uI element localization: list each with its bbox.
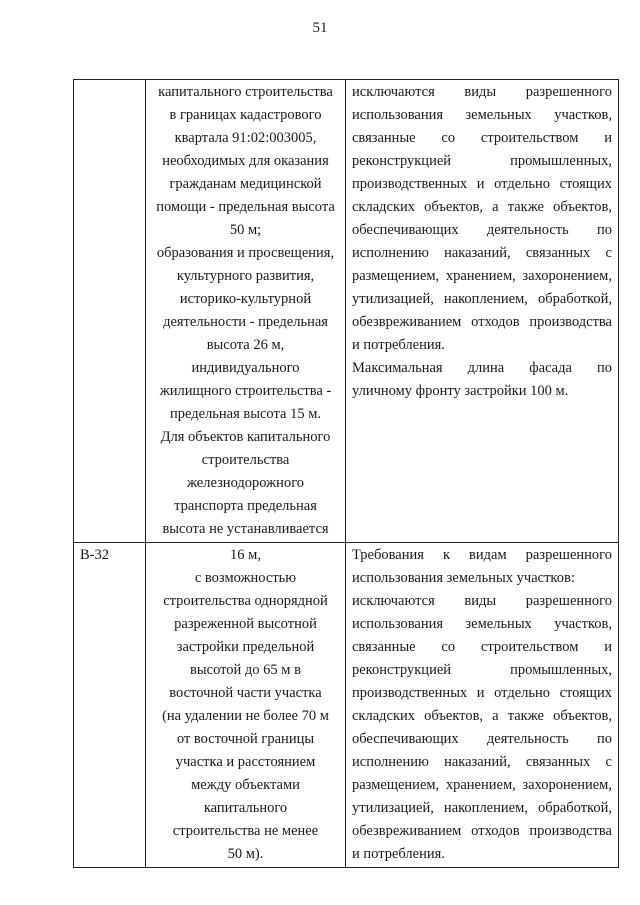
height-limit-line: между объектами <box>191 777 300 793</box>
height-limit-line: (на удалении не более 70 м <box>162 708 329 724</box>
requirements-paragraph <box>352 544 612 590</box>
height-limit-line: 50 м). <box>227 846 264 862</box>
height-limit-line: высота 26 м, <box>206 337 285 353</box>
height-limit-line: гражданам медицинской <box>169 176 322 192</box>
height-limit-line: от восточной границы <box>176 731 315 747</box>
height-limit-cell <box>146 543 346 868</box>
requirements-line: обезвреживанием отходов производства <box>352 823 612 839</box>
requirements-cell <box>346 80 619 543</box>
zone-code-cell <box>74 80 146 543</box>
table-row <box>74 543 619 868</box>
requirements-line: складских объектов, а также объектов, <box>352 199 612 215</box>
requirements-line: использования земельных участков: <box>352 570 575 586</box>
height-limit-line: застройки предельной <box>176 639 315 655</box>
requirements-line: размещением, хранением, захоронением, <box>352 777 612 793</box>
requirements-line: реконструкцией промышленных, <box>352 662 612 678</box>
height-limit-line: строительства однорядной <box>163 593 328 609</box>
requirements-line: уличному фронту застройки 100 м. <box>352 383 569 399</box>
zone-code-cell: В-32 <box>74 543 146 868</box>
height-limit-line: необходимых для оказания <box>162 153 329 169</box>
requirements-line: исключаются виды разрешенного <box>352 84 612 100</box>
height-limit-line: транспорта предельная <box>174 498 317 514</box>
requirements-line: связанные со строительством и <box>352 130 612 146</box>
requirements-line: утилизацией, накоплением, обработкой, <box>352 291 612 307</box>
table-row <box>74 80 619 543</box>
height-limit-line: Для объектов капитального <box>160 429 331 445</box>
requirements-line: использования земельных участков, <box>352 616 612 632</box>
requirements-line: Требования к видам разрешенного <box>352 547 612 563</box>
height-limit-line: участка и расстоянием <box>175 754 316 770</box>
requirements-line: складских объектов, а также объектов, <box>352 708 612 724</box>
height-limit-line: строительства <box>201 452 290 468</box>
requirements-line: исполнению наказаний, связанных с <box>352 245 612 261</box>
requirements-line: размещением, хранением, захоронением, <box>352 268 612 284</box>
requirements-line: и потребления. <box>352 846 445 862</box>
requirements-line: исполнению наказаний, связанных с <box>352 754 612 770</box>
requirements-line: обеспечивающих деятельность по <box>352 222 612 238</box>
height-limit-line: железнодорожного <box>186 475 305 491</box>
page-number: 51 <box>312 20 328 36</box>
requirements-line: производственных и отдельно стоящих <box>352 685 612 701</box>
requirements-line: Максимальная длина фасада по <box>352 360 612 376</box>
height-limit-line: образования и просвещения, <box>156 245 335 261</box>
height-limit-line: квартала 91:02:003005, <box>174 130 317 146</box>
requirements-cell <box>346 543 619 868</box>
requirements-line: использования земельных участков, <box>352 107 612 123</box>
requirements-line: производственных и отдельно стоящих <box>352 176 612 192</box>
height-limit-line: помощи - предельная высота <box>156 199 335 215</box>
height-limit-line: строительства не менее <box>172 823 319 839</box>
height-limit-line: восточной части участка <box>169 685 322 701</box>
requirements-line: связанные со строительством и <box>352 639 612 655</box>
height-limit-line: предельная высота 15 м. <box>170 406 321 422</box>
requirements-paragraph <box>352 590 612 866</box>
height-limit-line: высота не устанавливается <box>162 521 329 537</box>
height-limit-line: капитального строительства <box>158 84 333 100</box>
requirements-line: и потребления. <box>352 337 445 353</box>
height-limit-line: индивидуального <box>191 360 300 376</box>
height-limit-line: жилищного строительства - <box>159 383 332 399</box>
height-limit-line: с возможностью <box>194 570 297 586</box>
requirements-line: реконструкцией промышленных, <box>352 153 612 169</box>
height-limit-line: деятельности - предельная <box>163 314 328 330</box>
requirements-line: исключаются виды разрешенного <box>352 593 612 609</box>
height-limit-line: историко-культурной <box>179 291 312 307</box>
height-limit-line: 50 м; <box>229 222 262 238</box>
requirements-paragraph <box>352 357 612 403</box>
height-limit-line: 16 м, <box>230 547 261 563</box>
height-limit-line: высотой до 65 м в <box>190 662 301 678</box>
requirements-paragraph <box>352 81 612 357</box>
zoning-table <box>73 79 619 868</box>
height-limit-line: в границах кадастрового <box>169 107 322 123</box>
height-limit-line: капитального <box>203 800 288 816</box>
height-limit-line: культурного развития, <box>176 268 315 284</box>
requirements-line: обеспечивающих деятельность по <box>352 731 612 747</box>
height-limit-cell <box>146 80 346 543</box>
height-limit-line: разреженной высотной <box>174 616 317 632</box>
requirements-line: утилизацией, накоплением, обработкой, <box>352 800 612 816</box>
requirements-line: обезвреживанием отходов производства <box>352 314 612 330</box>
